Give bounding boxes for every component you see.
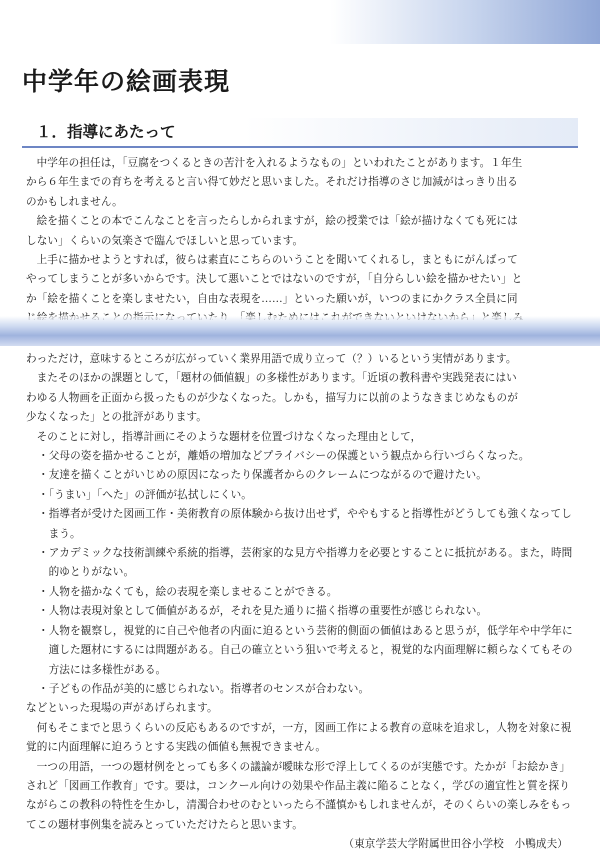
reason-item: ・ 子どもの作品が美的に感じられない。指導者のセンスが合わない。 [38,680,574,699]
reason-item: ・ 友達を描くことがいじめの原因になったり保護者からのクレームにつながるので避けたい。 [38,466,574,485]
body-line: そのことに対し，指導計画にそのような題材を位置づけなくなった理由として， [36,430,422,443]
body-line: わっただけ，意味するところが広がっていく業界用語で成り立って（？）いるという実情があります。 [26,353,517,365]
intro-line: のかもしれません。 [26,195,123,208]
intro-line: 絵を描くことの本でこんなことを言ったらしかられますが，絵の授業では「絵が描けなくても死には [36,215,518,228]
body-text [26,350,574,855]
reason-item: ・ 「うまい」「へた」の評価が払拭しにくい。 [38,486,574,505]
reason-item: ・ 指導者が受けた図画工作・美術教育の原体験から抜け出せず，ややもすると指導性がどうしても強くなってしまう。 [38,505,574,544]
reason-item: ・ アカデミックな技術訓練や系統的指導，芸術家的な見方や指導力を必要とすることに抵抗がある。また，時間的ゆとりがない。 [38,544,574,583]
body-line: わゆる人物画を正面から扱ったものが少なくなった。しかも，描写力に以前のようなきまじめなものが [26,391,518,404]
intro-text [26,154,574,320]
reason-item: ・ 人物を描かなくても，絵の表現を楽しませることができる。 [38,583,574,602]
body-line: 少なくなった」との批評があります。 [26,411,207,424]
intro-line: やってしまうことが多いからです。決して悪いことではないのですが，「自分らしい絵を描かせたい」と [26,273,523,286]
section-heading [22,118,578,148]
intro-line: 中学年の担任は，「豆腐をつくるときの苦汁を入れるようなもの」といわれたことがあります。１年生 [36,157,523,169]
reason-item: ・ 人物を観察し，視覚的に自己や他者の内面に迫るという芸術的側面の価値はあると思うが，低学年や中学年に適した題材にするには問題がある。自己の確立という狙いで考えると，視覚的な内面理解に頼らなくてもその方法には多様性がある。 [38,622,574,680]
reasons-list [26,447,574,699]
reason-item: ・ 人物は表現対象として価値があるが，それを見た通りに描く指導の重要性が感じられない。 [38,602,574,621]
intro-line: しない」くらいの気楽さで臨んでほしいと思っています。 [26,234,304,247]
closing-paragraph: 何もそこまでと思うくらいの反応もあるのですが，一方，図画工作による教育の意味を追求し，人物を対象に視覚的に内面理解に迫ろうとする実践の価値も無視できません。 [26,721,572,754]
header-band [0,0,600,44]
scan-band-overlay [0,316,600,346]
section-heading-label: １．指導にあたって [36,123,176,141]
author-signature: （東京学芸大学附属世田谷小学校 小鴨成夫） [343,838,568,851]
intro-line: 上手に描かせようとすれば，彼らは素直にこちらのいうことを聞いてくれるし，まともにがんばって [36,254,518,267]
body-line: またそのほかの課題として，「題材の価値観」の多様性があります。「近頃の教科書や実践発表にはい [36,372,517,385]
intro-line: か「絵を描くことを楽しませたい，自由な表現を……」といった願いが，いつのまにかクラス全員に同 [26,292,518,305]
closing-paragraph: などといった現場の声があげられます。 [26,702,218,715]
reason-item: ・ 父母の姿を描かせることが，離婚の増加などプライバシーの保護という観点から行いづらくなった。 [38,447,574,466]
intro-line: から６年生までの育ちを考えると言い得て妙だと思いました。それだけ指導のさじ加減がはっきり出る [26,176,518,189]
closing-paragraph: 一つの用語，一つの題材例をとっても多くの議論が曖昧な形で浮上してくるのが実態です。たかが「お絵かき」されど「図画工作教育」です。要は，コンクール向けの効果や作品主義に陥ることなく，学びの適宜性と質を探りながらこの教科の特性を生かし，清濁合わせのむといったら不謹慎かもしれませんが，そのくらいの楽しみをもってこの題材事例集を読みとっていただけたらと思います。 [26,760,572,831]
page-title: 中学年の絵画表現 [22,67,231,96]
